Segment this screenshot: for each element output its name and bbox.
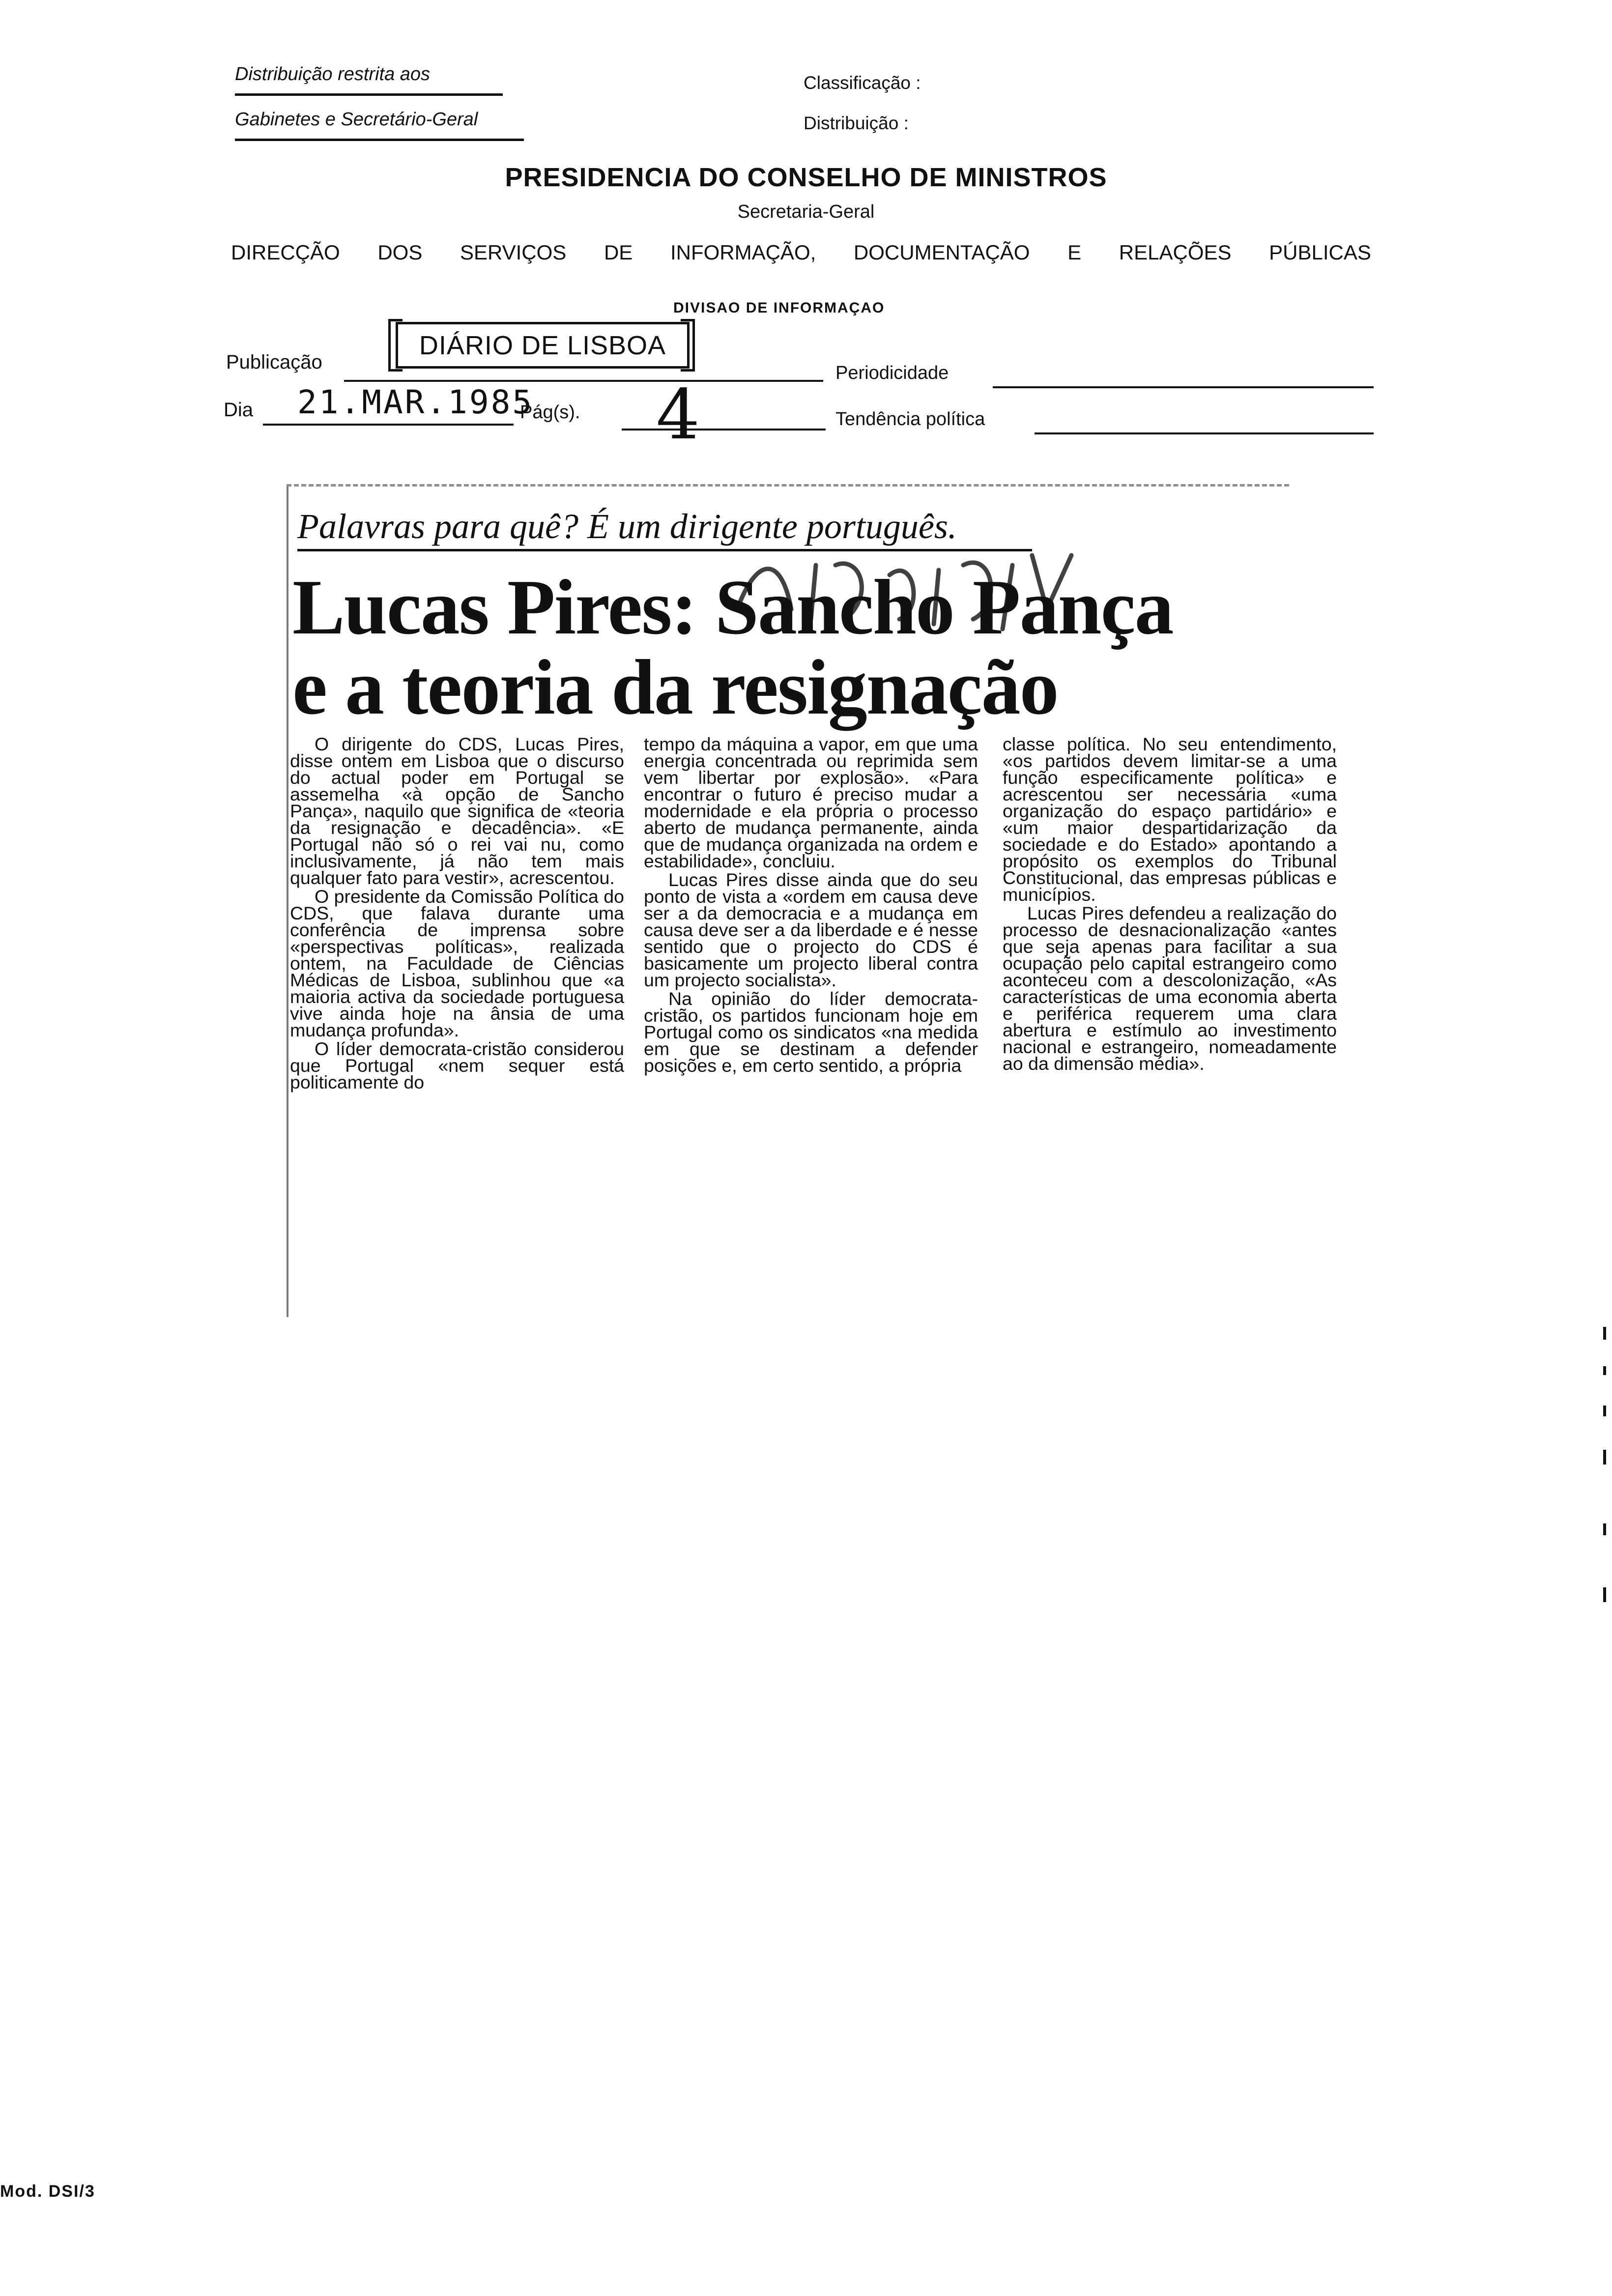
directorate-word: DOS [377,241,423,264]
periodicidade-line [993,386,1374,388]
article-paragraph: classe política. No seu entendimento, «os partidos devem limitar-se a uma função especificamente política» e acrescentou ser necessária «uma organização do espaço partidário» e «um maior despartidarização da sociedade e do Estado» apontando a propósito os exemplos do Tribunal Constitucional, das empresas públicas e municípios. [1003,734,1337,905]
division-label: DIVISAO DE INFORMAÇAO [673,300,885,316]
underline [235,93,503,96]
scan-mark [1603,1523,1606,1535]
pags-line [622,429,826,430]
periodicidade-label: Periodicidade [835,363,949,383]
publication-stamp: DIÁRIO DE LISBOA [396,322,690,369]
publicacao-label: Publicação [226,351,322,373]
directorate-word: DE [604,241,633,264]
pags-label: Pág(s). [520,402,580,423]
directorate-word: INFORMAÇÃO, [670,241,816,264]
dia-label: Dia [224,399,254,421]
directorate-word: DOCUMENTAÇÃO [853,241,1030,264]
article-paragraph: tempo da máquina a vapor, em que uma energia concentrada ou reprimida sem vem libertar por explosão». «Para encontrar o futuro é preciso mudar a modernidade e ela própria o processo aberto de mudança permanente, ainda que de mudança organizada na ordem e estabilidade», concluiu. [644,734,978,871]
article-headline-line1: Lucas Pires: Sancho Pança [292,563,1173,651]
directorate-word: PÚBLICAS [1269,241,1371,264]
organization-subtitle: Secretaria-Geral [737,201,875,222]
underline [235,139,524,141]
scan-mark [1603,1587,1606,1602]
clipping-left-edge [287,487,288,1317]
article-paragraph: Na opinião do líder democrata-cristão, os partidos funcionam hoje em Portugal como os sindicatos «na medida em que se destinam a defender posições e, em certo sentido, a própria [644,988,978,1076]
page-number-handwritten: 4 [656,375,700,455]
scan-mark [1603,1406,1606,1416]
article-paragraph: O líder democrata-cristão considerou que Portugal «nem sequer está politicamente do [290,1038,624,1092]
article-column-1 [290,736,624,1091]
distribuicao-label: Distribuição : [804,113,909,133]
directorate-word: RELAÇÕES [1119,241,1232,264]
dia-line [263,424,514,426]
directorate-title [231,241,1371,264]
tendencia-line [1035,432,1374,434]
article-kicker: Palavras para quê? É um dirigente português. [297,507,957,546]
distribution-note-line1: Distribuição restrita aos [235,64,431,85]
scan-mark [1603,1327,1606,1340]
clipping-top-edge [287,484,1289,487]
article-headline-line2: e a teoria da resignação [292,643,1058,731]
article-column-3 [1003,736,1337,1072]
scan-mark [1603,1366,1606,1375]
article-column-2 [644,736,978,1074]
publicacao-line [344,380,823,382]
directorate-word: DIRECÇÃO [231,241,340,264]
directorate-word: E [1067,241,1082,264]
scan-mark [1603,1450,1606,1464]
article-paragraph: Lucas Pires defendeu a realização do processo de desnacionalização «antes que seja apenas para facilitar a sua ocupação pelo capital estrangeiro como aconteceu com a descolonização, «As características de uma economia aberta e periférica requerem uma clara abertura e estímulo ao investimento nacional e estrangeiro, nomeadamente ao da dimensão média». [1003,903,1337,1074]
date-stamp: 21.MAR.1985 [297,383,534,421]
article-paragraph: O presidente da Comissão Política do CDS, que falava durante uma conferência de imprensa sobre «perspectivas políticas», realizada ontem, na Faculdade de Ciências Médicas de Lisboa, sublinhou que «a maioria activa da sociedade portuguesa vive ainda hoje na ânsia de uma mudança profunda». [290,886,624,1040]
classificacao-label: Classificação : [804,73,921,93]
organization-title: PRESIDENCIA DO CONSELHO DE MINISTROS [505,163,1107,192]
distribution-note-line2: Gabinetes e Secretário-Geral [235,109,478,130]
tendencia-label: Tendência política [835,409,985,430]
article-paragraph: Lucas Pires disse ainda que do seu ponto de vista a «ordem em causa deve ser a da democracia e a mudança em causa deve ser a da liberdade e é nesse sentido que o projecto do CDS é basicamente um projecto liberal contra um projecto socialista». [644,869,978,990]
article-paragraph: O dirigente do CDS, Lucas Pires, disse ontem em Lisboa que o discurso do actual poder em Portugal se assemelha «à opção de Sancho Pança», naquilo que significa de «teoria da resignação e decadência». «E Portugal não só o rei vai nu, como inclusivamente, já não tem mais qualquer fato para vestir», acrescentou. [290,734,624,888]
handwritten-annotation [727,536,1121,634]
form-code: Mod. DSI/3 [0,2182,95,2201]
directorate-word: SERVIÇOS [460,241,567,264]
